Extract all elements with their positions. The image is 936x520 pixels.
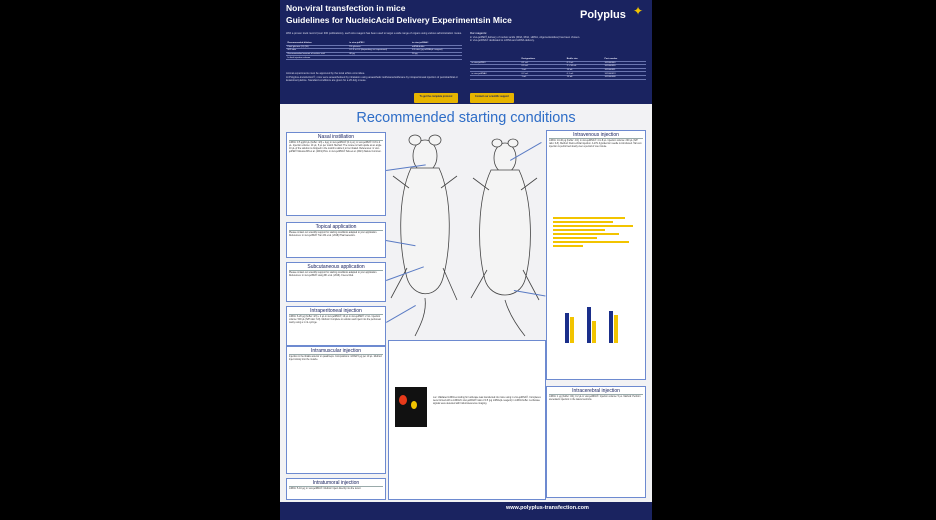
table-cell: 101000008 [603, 75, 646, 79]
reagents-text: in vivo-jetPEI® delivery of nucleic acids (DNA, RNA, siRNA, oligonucleotides) has been chosen. [470, 35, 581, 39]
intramuscular-injection-box [286, 346, 386, 474]
intro-block [286, 32, 462, 36]
table-cell: 0.1 mL [565, 72, 603, 76]
table-cell: 10 μg [410, 52, 462, 56]
chart-bar [565, 313, 569, 343]
table-cell: 10 mL [565, 75, 603, 79]
dilution-header-cell: Recommended dilution [286, 42, 348, 45]
table-cell: in vivo-jetPEI® [470, 61, 520, 65]
box-title: Topical application [289, 224, 383, 231]
box-text: mRNA: 1 μg (buffer: 4/4); 0.2 μL in vivo-jetRNA®. Injection volume: 5 μL. Method: Perform stereotaxic injection in the lateral ventricle. [549, 396, 641, 402]
chart-bar [553, 233, 619, 235]
table-cell [410, 56, 462, 60]
chart-bar [553, 225, 633, 227]
box-title: Nasal instillation [289, 134, 383, 141]
reagents-title: Our reagents: [470, 32, 488, 35]
box-title: Intracerebral injection [549, 388, 643, 395]
table-cell: 0.1:3 or 0.4 (depending on experiment) [348, 49, 411, 53]
products-header-cell: Bottle size [565, 58, 603, 61]
signal-spot [399, 395, 407, 405]
products-header-cell: Designations [520, 58, 565, 61]
intracerebral-injection-box [546, 386, 646, 498]
figure-caption: Luc: Validated mRNA encoding for luciferase was transfected into mice using in vivo-jetRNA®. Complexes were formed with a mRNA/in vivo-jetRNA® ratio of 0.5 (μg mRNA/μL reagent) in mRNA buffer. Luciferase signals were detected with bioluminescence imaging. [433, 397, 541, 406]
box-text: mRNA: 6-20 μg (buffer: 4/4) + 4 μL in vivo-jetRNA®; 10 μL in vivo-jetPEI®: 2 mL. Injection volume: 500 μL (N/P ratio: 6-8). Method: Complete to solution and inject into the peritoneal cavity using a 1 mL syringe. [289, 316, 381, 325]
box-title: Subcutaneous application [289, 264, 383, 271]
table-row [286, 56, 462, 60]
table-cell: Final glucose (%) (W) [286, 45, 348, 49]
poster-title: Non-viral transfection in mice [286, 3, 406, 13]
box-title: Intravenous injection [549, 132, 643, 139]
box-text: Please contact our scientific support for starting conditions adapted to your application. References: in vivo-jetPEI® Liang RF et al. (2016) J Gene Med. [289, 272, 378, 278]
chart-bar [553, 217, 625, 219]
intratumoral-injection-box [286, 478, 386, 500]
dilution-header-cell: in vivo-jetRNA® [410, 42, 462, 45]
table-cell: 101000013 [603, 72, 646, 76]
table-cell: 101000040 [603, 61, 646, 65]
table-cell: Recommended amount of nucleic acid [286, 52, 348, 56]
table-cell: 2 × 50 mL [565, 65, 603, 69]
poster-subtitle: Guidelines for NucleicAcid Delivery Experimentsin Mice [286, 15, 512, 25]
brand-logo: Polyplus [580, 9, 626, 21]
table-cell: 0.1 mL [565, 61, 603, 65]
imaging-figure-box [388, 340, 546, 500]
chart-bar [553, 237, 597, 239]
poster [280, 0, 652, 520]
table-row [470, 75, 646, 79]
reagents-block [470, 32, 646, 43]
chart-bar [570, 317, 574, 343]
scientific-support-button[interactable]: Contact our scientific support [470, 93, 514, 103]
box-title: Intratumoral injection [289, 480, 383, 487]
intravenous-injection-box [546, 130, 646, 380]
table-cell: 1 mL [520, 68, 565, 72]
dilution-table [286, 42, 462, 60]
poster-footer [280, 502, 652, 520]
box-text: Injection in the tibialis anterior or quadriceps. Compositions: mRNA 5 μg per 10 μL. Method: Inject slowly into the muscle. [289, 356, 383, 362]
table-cell: 101000030 [603, 65, 646, 69]
reagents-text-2: in vivo-jetRNA® dedicated to mRNA and siRNA delivery. [470, 39, 535, 43]
nasal-instillation-box [286, 132, 386, 216]
topical-application-box [286, 222, 386, 258]
footer-url[interactable]: www.polyplus-transfection.com [506, 505, 589, 511]
approval-block [286, 72, 462, 83]
table-cell: 10 mL [565, 68, 603, 72]
table-cell [348, 56, 411, 60]
chart-bar [553, 229, 605, 231]
table-cell: 0.1 mL [520, 61, 565, 65]
intro-text: With a proven track record (over 300 publications), each size reagent has been used to target a wide range of organs using various administration routes. [286, 32, 462, 35]
dilution-header-cell: in vivo-jetPEI® [348, 42, 411, 45]
chart-bar [609, 311, 613, 343]
mouse-illustration [385, 128, 547, 338]
table-cell [470, 75, 520, 79]
products-header-cell: Part number [603, 58, 646, 61]
box-text: mRNA: 10-40 μg (buffer: 4/4); in vivo-jetRNA®: 4 to 8 μL. Injection volume: 200 μL (N/P ratio: 6-8). Method: Retro-orbital injection. A 27G hypodermic needle is introduced. Tail vein injection is performed slowly over a period of one minute. [549, 140, 642, 149]
box-text: mRNA: 5-10 μg; in vivo-jetRNA®. Method: Inject directly into the tumor. [289, 488, 362, 490]
table-cell: 0.5 mL [520, 65, 565, 69]
table-cell: N/P ratio [286, 49, 348, 53]
table-cell: In final injection volume [286, 56, 348, 60]
main-title: Recommended starting conditions [356, 110, 576, 126]
box-text: mRNA: 0.5 μg/10 μL (buffer: 4/4) + 2μg; in vivo-jetRNA® (0.1 μL); in vivo-jetPEI®: 0.8 to 2 μL. Injection volume: 10 μL; 5 μL per nostril. Method: The mouse is held upside at an angle. 10 μL of the solution is dropped in the nostril to allow it to be inhaled. References: in vivo-jetPEI® Moussa MN et al. (2019) Plos. in vivo-jetRNA® Sola et al. (2021) Nature Commun. [289, 142, 382, 154]
approval-text: Animal experiments must be approved by the local ethics committee. [286, 72, 366, 75]
complete-protocol-button[interactable]: To get the complete protocol [414, 93, 458, 103]
chart-bar [553, 245, 583, 247]
chart-bar [592, 321, 596, 343]
table-cell: 0.5 ratio (μg mRNA:μL reagent) [410, 49, 462, 53]
chart-bar [587, 307, 591, 343]
signal-spot [411, 401, 417, 409]
chart-bar [553, 221, 613, 223]
note-text: At Polyplus-transfection®, mice were anaesthetised by inhalation using anaesthetic isoflurane/isoflurane by intraperitoneal injection of pentobarbital or ketamine/xylazine. Standard conditions are given for a 20-22g mouse. [286, 75, 458, 83]
intraperitoneal-injection-box [286, 306, 386, 346]
logo-star-icon: ✦ [633, 4, 644, 18]
table-cell: in vivo-jetRNA® [470, 72, 520, 76]
box-text: Please contact our scientific support for starting conditions adapted to your application. References: in vivo-jetPEI® Tran JM et al. (2018) Pharmaceutics. [289, 232, 378, 238]
table-cell: 40 μg [348, 52, 411, 56]
table-cell: 0.2 mL [520, 72, 565, 76]
box-title: Intraperitoneal injection [289, 308, 383, 315]
chart-bar [553, 241, 629, 243]
table-cell: 5% glucose [348, 45, 411, 49]
table-cell: 101000031 [603, 68, 646, 72]
poster-header [280, 0, 652, 104]
subcutaneous-application-box [286, 262, 386, 302]
box-title: Intramuscular injection [289, 348, 383, 355]
table-cell: mRNA buffer [410, 45, 462, 49]
products-table [470, 58, 646, 80]
chart-bar [614, 315, 618, 343]
table-cell: 1 mL [520, 75, 565, 79]
